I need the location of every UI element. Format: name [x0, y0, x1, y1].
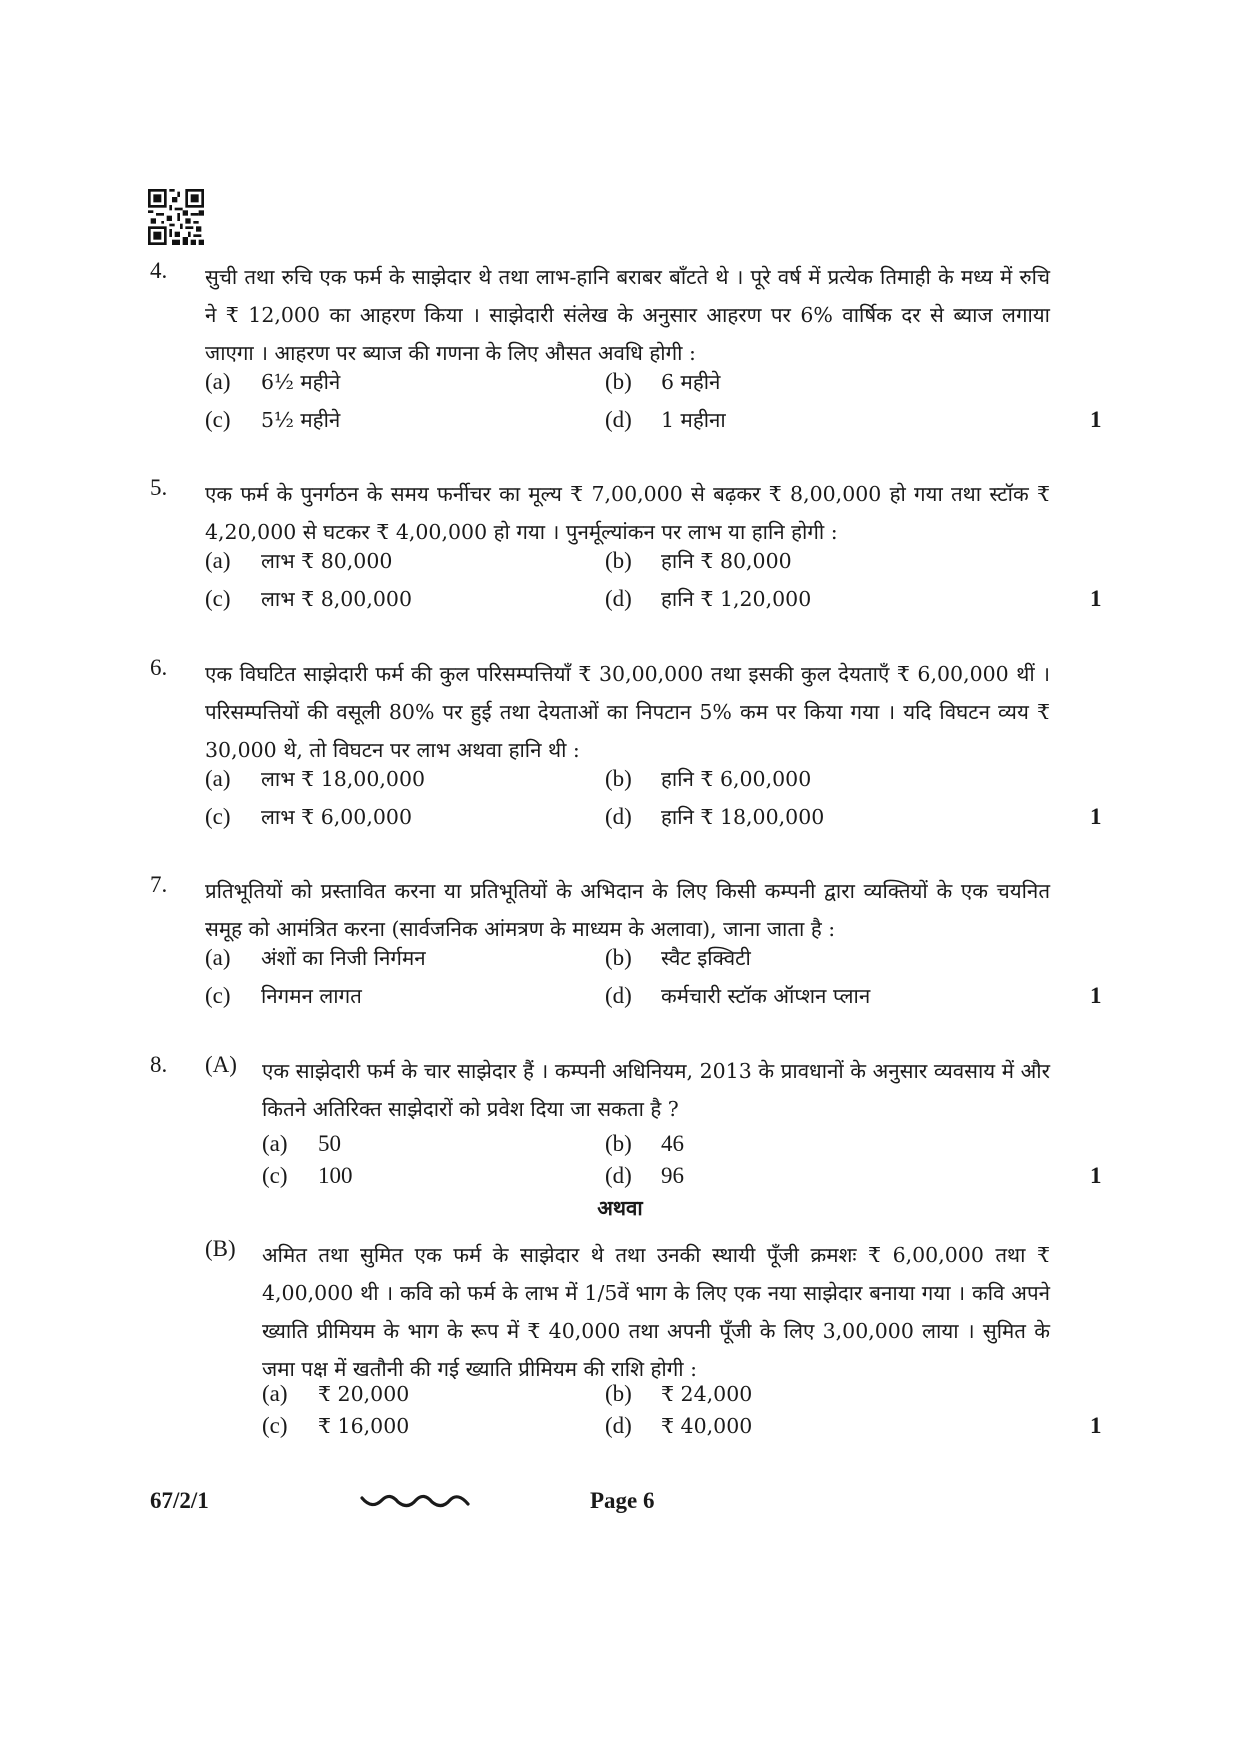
- option-text: 100: [318, 1163, 353, 1188]
- option-text: निगमन लागत: [261, 984, 362, 1008]
- option-d: [605, 581, 811, 617]
- question-text: एक साझेदारी फर्म के चार साझेदार हैं । कम्पनी अधिनियम, 2013 के प्रावधानों के अनुसार व्यवसाय में और कितने अतिरिक्त साझेदारों को प्रवेश दिया जा सकता है ?: [262, 1059, 1050, 1121]
- option-d: [605, 402, 726, 438]
- part-b-label: (B): [205, 1236, 236, 1261]
- option-a: [205, 543, 392, 579]
- option-text: 5½ महीने: [261, 408, 341, 432]
- option-text: अंशों का निजी निर्गमन: [261, 946, 426, 970]
- marks: 1: [1090, 586, 1102, 611]
- option-label: (c): [205, 407, 231, 432]
- option-c: [205, 978, 362, 1014]
- question-text: प्रतिभूतियों को प्रस्तावित करना या प्रतिभूतियों के अभिदान के लिए किसी कम्पनी द्वारा व्यक्तियों के एक चयनित समूह को आमंत्रित करना (सार्वजनिक आंमत्रण के माध्यम के अलावा), जाना जाता है :: [205, 879, 1050, 941]
- question-number: 5.: [150, 475, 168, 500]
- option-label: (b): [605, 766, 632, 791]
- question-text: एक फर्म के पुनर्गठन के समय फर्नीचर का मूल्य ₹ 7,00,000 से बढ़कर ₹ 8,00,000 हो गया तथा स्टॉक ₹ 4,20,000 से घटकर ₹ 4,00,000 हो गया । पुनर्मूल्यांकन पर लाभ या हानि होगी :: [205, 482, 1050, 544]
- option-c: [262, 1410, 409, 1442]
- option-a: [205, 761, 425, 797]
- option-b: [605, 543, 792, 579]
- marks: 1: [1090, 407, 1102, 432]
- option-text: लाभ ₹ 6,00,000: [261, 805, 412, 829]
- question-number: 6.: [150, 655, 168, 680]
- option-label: (a): [262, 1131, 288, 1156]
- option-label: (b): [605, 548, 632, 573]
- option-label: (a): [205, 548, 231, 573]
- option-text: 6 महीने: [661, 370, 721, 394]
- option-label: (d): [605, 1163, 632, 1188]
- question-number: 4.: [150, 258, 168, 283]
- option-d: [605, 978, 870, 1014]
- option-label: (d): [605, 407, 632, 432]
- option-c: [205, 799, 412, 835]
- option-text: हानि ₹ 1,20,000: [661, 587, 812, 611]
- option-text: कर्मचारी स्टॉक ऑप्शन प्लान: [661, 984, 871, 1008]
- option-label: (c): [205, 983, 231, 1008]
- option-b: [605, 364, 720, 400]
- option-label: (b): [605, 1381, 632, 1406]
- option-c: [205, 581, 412, 617]
- option-text: हानि ₹ 6,00,000: [661, 767, 812, 791]
- question-number: 8.: [150, 1052, 168, 1077]
- marks: 1: [1090, 1163, 1102, 1188]
- option-label: (b): [605, 1131, 632, 1156]
- option-b: [605, 1378, 752, 1410]
- marks: 1: [1090, 804, 1102, 829]
- question-text: अमित तथा सुमित एक फर्म के साझेदार थे तथा उनकी स्थायी पूँजी क्रमशः ₹ 6,00,000 तथा ₹ 4,00,000 थी । कवि को फर्म के लाभ में 1/5वें भाग के लिए एक नया साझेदार बनाया गया । कवि अपने ख्याति प्रीमियम के भाग के रूप में ₹ 40,000 तथा अपनी पूँजी के लिए 3,00,000 लाया । सुमित के जमा पक्ष में खतौनी की गई ख्याति प्रीमियम की राशि होगी :: [262, 1243, 1050, 1381]
- option-label: (a): [262, 1381, 288, 1406]
- option-b: [605, 761, 811, 797]
- option-text: 46: [661, 1131, 684, 1156]
- question-number: 7.: [150, 872, 168, 897]
- option-label: (d): [605, 983, 632, 1008]
- option-label: (c): [262, 1163, 288, 1188]
- option-label: (b): [605, 945, 632, 970]
- option-d: [605, 1410, 752, 1442]
- option-label: (b): [605, 369, 632, 394]
- option-label: (a): [205, 766, 231, 791]
- option-d: [605, 799, 824, 835]
- or-separator: अथवा: [597, 1196, 643, 1220]
- option-text: 50: [318, 1131, 341, 1156]
- option-text: हानि ₹ 80,000: [661, 549, 792, 573]
- option-c: [262, 1160, 353, 1192]
- option-label: (c): [262, 1413, 288, 1438]
- option-text: स्वैट इक्विटी: [661, 946, 751, 970]
- option-d: [605, 1160, 684, 1192]
- option-text: ₹ 40,000: [661, 1414, 753, 1438]
- option-text: ₹ 24,000: [661, 1382, 753, 1406]
- option-text: ₹ 20,000: [318, 1382, 410, 1406]
- option-text: 6½ महीने: [261, 370, 341, 394]
- page-number: Page 6: [590, 1488, 655, 1513]
- option-text: लाभ ₹ 18,00,000: [261, 767, 426, 791]
- option-label: (c): [205, 804, 231, 829]
- option-b: [605, 1128, 684, 1160]
- option-c: [205, 402, 340, 438]
- option-label: (c): [205, 586, 231, 611]
- question-text: एक विघटित साझेदारी फर्म की कुल परिसम्पत्तियाँ ₹ 30,00,000 तथा इसकी कुल देयताएँ ₹ 6,00,000 थीं । परिसम्पत्तियों की वसूली 80% पर हुई तथा देयताओं का निपटान 5% कम पर किया गया । यदि विघटन व्यय ₹ 30,000 थे, तो विघटन पर लाभ अथवा हानि थी :: [205, 662, 1050, 762]
- option-label: (a): [205, 369, 231, 394]
- option-text: लाभ ₹ 8,00,000: [261, 587, 412, 611]
- option-a: [262, 1378, 409, 1410]
- option-text: लाभ ₹ 80,000: [261, 549, 393, 573]
- option-text: हानि ₹ 18,00,000: [661, 805, 825, 829]
- option-text: 96: [661, 1163, 684, 1188]
- option-a: [262, 1128, 341, 1160]
- qr-code-icon: [148, 189, 204, 245]
- option-label: (d): [605, 586, 632, 611]
- marks: 1: [1090, 983, 1102, 1008]
- part-a-label: (A): [205, 1052, 237, 1077]
- question-text: सुची तथा रुचि एक फर्म के साझेदार थे तथा लाभ-हानि बराबर बाँटते थे । पूरे वर्ष में प्रत्येक तिमाही के मध्य में रुचि ने ₹ 12,000 का आहरण किया । साझेदारी संलेख के अनुसार आहरण पर 6% वार्षिक दर से ब्याज लगाया जाएगा । आहरण पर ब्याज की गणना के लिए औसत अवधि होगी :: [205, 265, 1050, 365]
- option-text: 1 महीना: [661, 408, 726, 432]
- option-label: (d): [605, 1413, 632, 1438]
- marks: 1: [1090, 1413, 1102, 1438]
- option-label: (d): [605, 804, 632, 829]
- option-label: (a): [205, 945, 231, 970]
- option-b: [605, 940, 751, 976]
- wave-ornament-icon: [360, 1492, 470, 1510]
- paper-code: 67/2/1: [150, 1488, 209, 1513]
- option-a: [205, 940, 426, 976]
- option-a: [205, 364, 340, 400]
- option-text: ₹ 16,000: [318, 1414, 410, 1438]
